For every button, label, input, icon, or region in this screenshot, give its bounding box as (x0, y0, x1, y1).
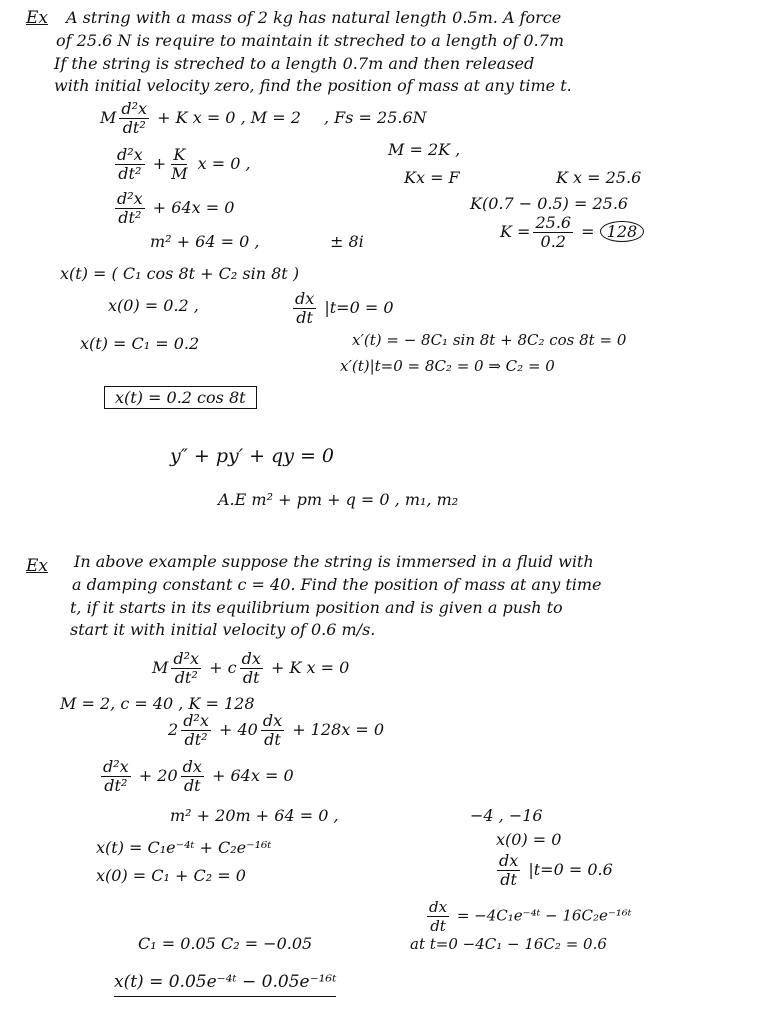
ex2-parameters: M = 2, c = 40 , K = 128 (60, 694, 255, 713)
ex2-derivative: $\frac{dx}{dt}$ = −4C₁e⁻⁴ᵗ − 16C₂e⁻¹⁶ᵗ (429, 898, 632, 935)
ex2-initial-velocity: $\frac{dx}{dt}$ |t=0 = 0.6 (499, 851, 613, 889)
ex2-constants: C₁ = 0.05 C₂ = −0.05 (138, 934, 313, 953)
ex2-derivative-at-zero: at t=0 −4C₁ − 16C₂ = 0.6 (410, 935, 607, 953)
ex1-problem-line-4: with initial velocity zero, find the position of mass at any time t. (54, 76, 572, 95)
ex1-problem-line-2: of 25.6 N is require to maintain it streched to a length of 0.7m (56, 31, 565, 50)
ex2-roots: −4 , −16 (470, 806, 543, 825)
ex1-problem-line-3: If the string is streched to a length 0.7m and then released (54, 54, 535, 73)
ex2-normalized-equation: $\frac{\text{d²x}}{\text{dt²}}$ + 20 $\frac{dx}{dt}$ + 64x = 0 (103, 757, 294, 795)
ex1-initial-velocity: $\frac{dx}{dt}$ |t=0 = 0 (295, 289, 394, 327)
ex2-problem-line-4: start it with initial velocity of 0.6 m/s. (70, 620, 376, 639)
ex2-problem-line-1: In above example suppose the string is immersed in a fluid with (74, 552, 594, 571)
ex1-side-note-spring-constant: K(0.7 − 0.5) = 25.6 (470, 194, 629, 213)
ex1-final-answer: x(t) = 0.2 cos 8t (104, 388, 257, 408)
ex1-side-note-m2k: M = 2K , (388, 140, 461, 159)
ex2-initial-position: x(0) = 0 (496, 830, 562, 849)
ex1-general-solution: x(t) = ( C₁ cos 8t + C₂ sin 8t ) (60, 264, 300, 283)
example-1-label: Ex (26, 8, 48, 28)
ex1-c1-value: x(t) = C₁ = 0.2 (80, 334, 200, 353)
ex1-side-note-k-value: K = $\frac{25.6}{0.2}$ = 128 (500, 214, 644, 251)
ex2-condition-sum: x(0) = C₁ + C₂ = 0 (96, 866, 246, 885)
ex1-derivative-at-zero: x′(t)|t=0 = 8C₂ = 0 ⇒ C₂ = 0 (340, 357, 555, 375)
ex1-side-note-kx: K x = 25.6 (556, 168, 642, 187)
ex1-initial-position: x(0) = 0.2 , (108, 296, 199, 315)
ex2-problem-line-3: t, if it starts in its equilibrium position and is given a push to (70, 598, 563, 617)
ex1-simplified-equation: $\frac{\text{d²x}}{\text{dt²}}$ + 64x = 0 (117, 189, 235, 227)
ex2-characteristic-equation: m² + 20m + 64 = 0 , (170, 806, 339, 825)
ex1-normalized-equation: $\frac{\text{d²x}}{\text{dt²}}$ + $\frac{K}{M}$ x = 0 , (117, 145, 251, 183)
ex1-problem-line-1: A string with a mass of 2 kg has natural length 0.5m. A force (66, 8, 562, 27)
example-2-label: Ex (26, 556, 48, 576)
ex2-problem-line-2: a damping constant c = 40. Find the position of mass at any time (72, 575, 602, 594)
general-auxiliary-equation: A.E m² + pm + q = 0 , m₁, m₂ (218, 490, 459, 509)
ex2-general-solution: x(t) = C₁e⁻⁴ᵗ + C₂e⁻¹⁶ᵗ (96, 838, 272, 857)
ex2-substituted-equation: 2 $\frac{\text{d²x}}{\text{dt²}}$ + 40 $\frac{dx}{dt}$ + 128x = 0 (168, 711, 384, 749)
general-second-order-ode: y″ + py′ + qy = 0 (170, 445, 335, 467)
ex1-roots: ± 8i (330, 232, 364, 251)
ex1-derivative: x′(t) = − 8C₁ sin 8t + 8C₂ cos 8t = 0 (352, 331, 627, 349)
ex2-damped-equation: M $\frac{\text{d²x}}{\text{dt²}}$ + c $\frac{dx}{dt}$ + K x = 0 (152, 649, 350, 687)
ex1-auxiliary-equation: m² + 64 = 0 , (150, 232, 260, 251)
k-result-circled: 128 (600, 221, 645, 242)
ex2-final-answer: x(t) = 0.05e⁻⁴ᵗ − 0.05e⁻¹⁶ᵗ (114, 972, 336, 992)
ex1-side-note-hooke: Kx = F (404, 168, 460, 187)
ex1-equation-of-motion: M $\frac{\text{d²x}}{\text{dt²}}$ + K x = 0 , M = 2 , Fs = 25.6N (100, 99, 427, 137)
